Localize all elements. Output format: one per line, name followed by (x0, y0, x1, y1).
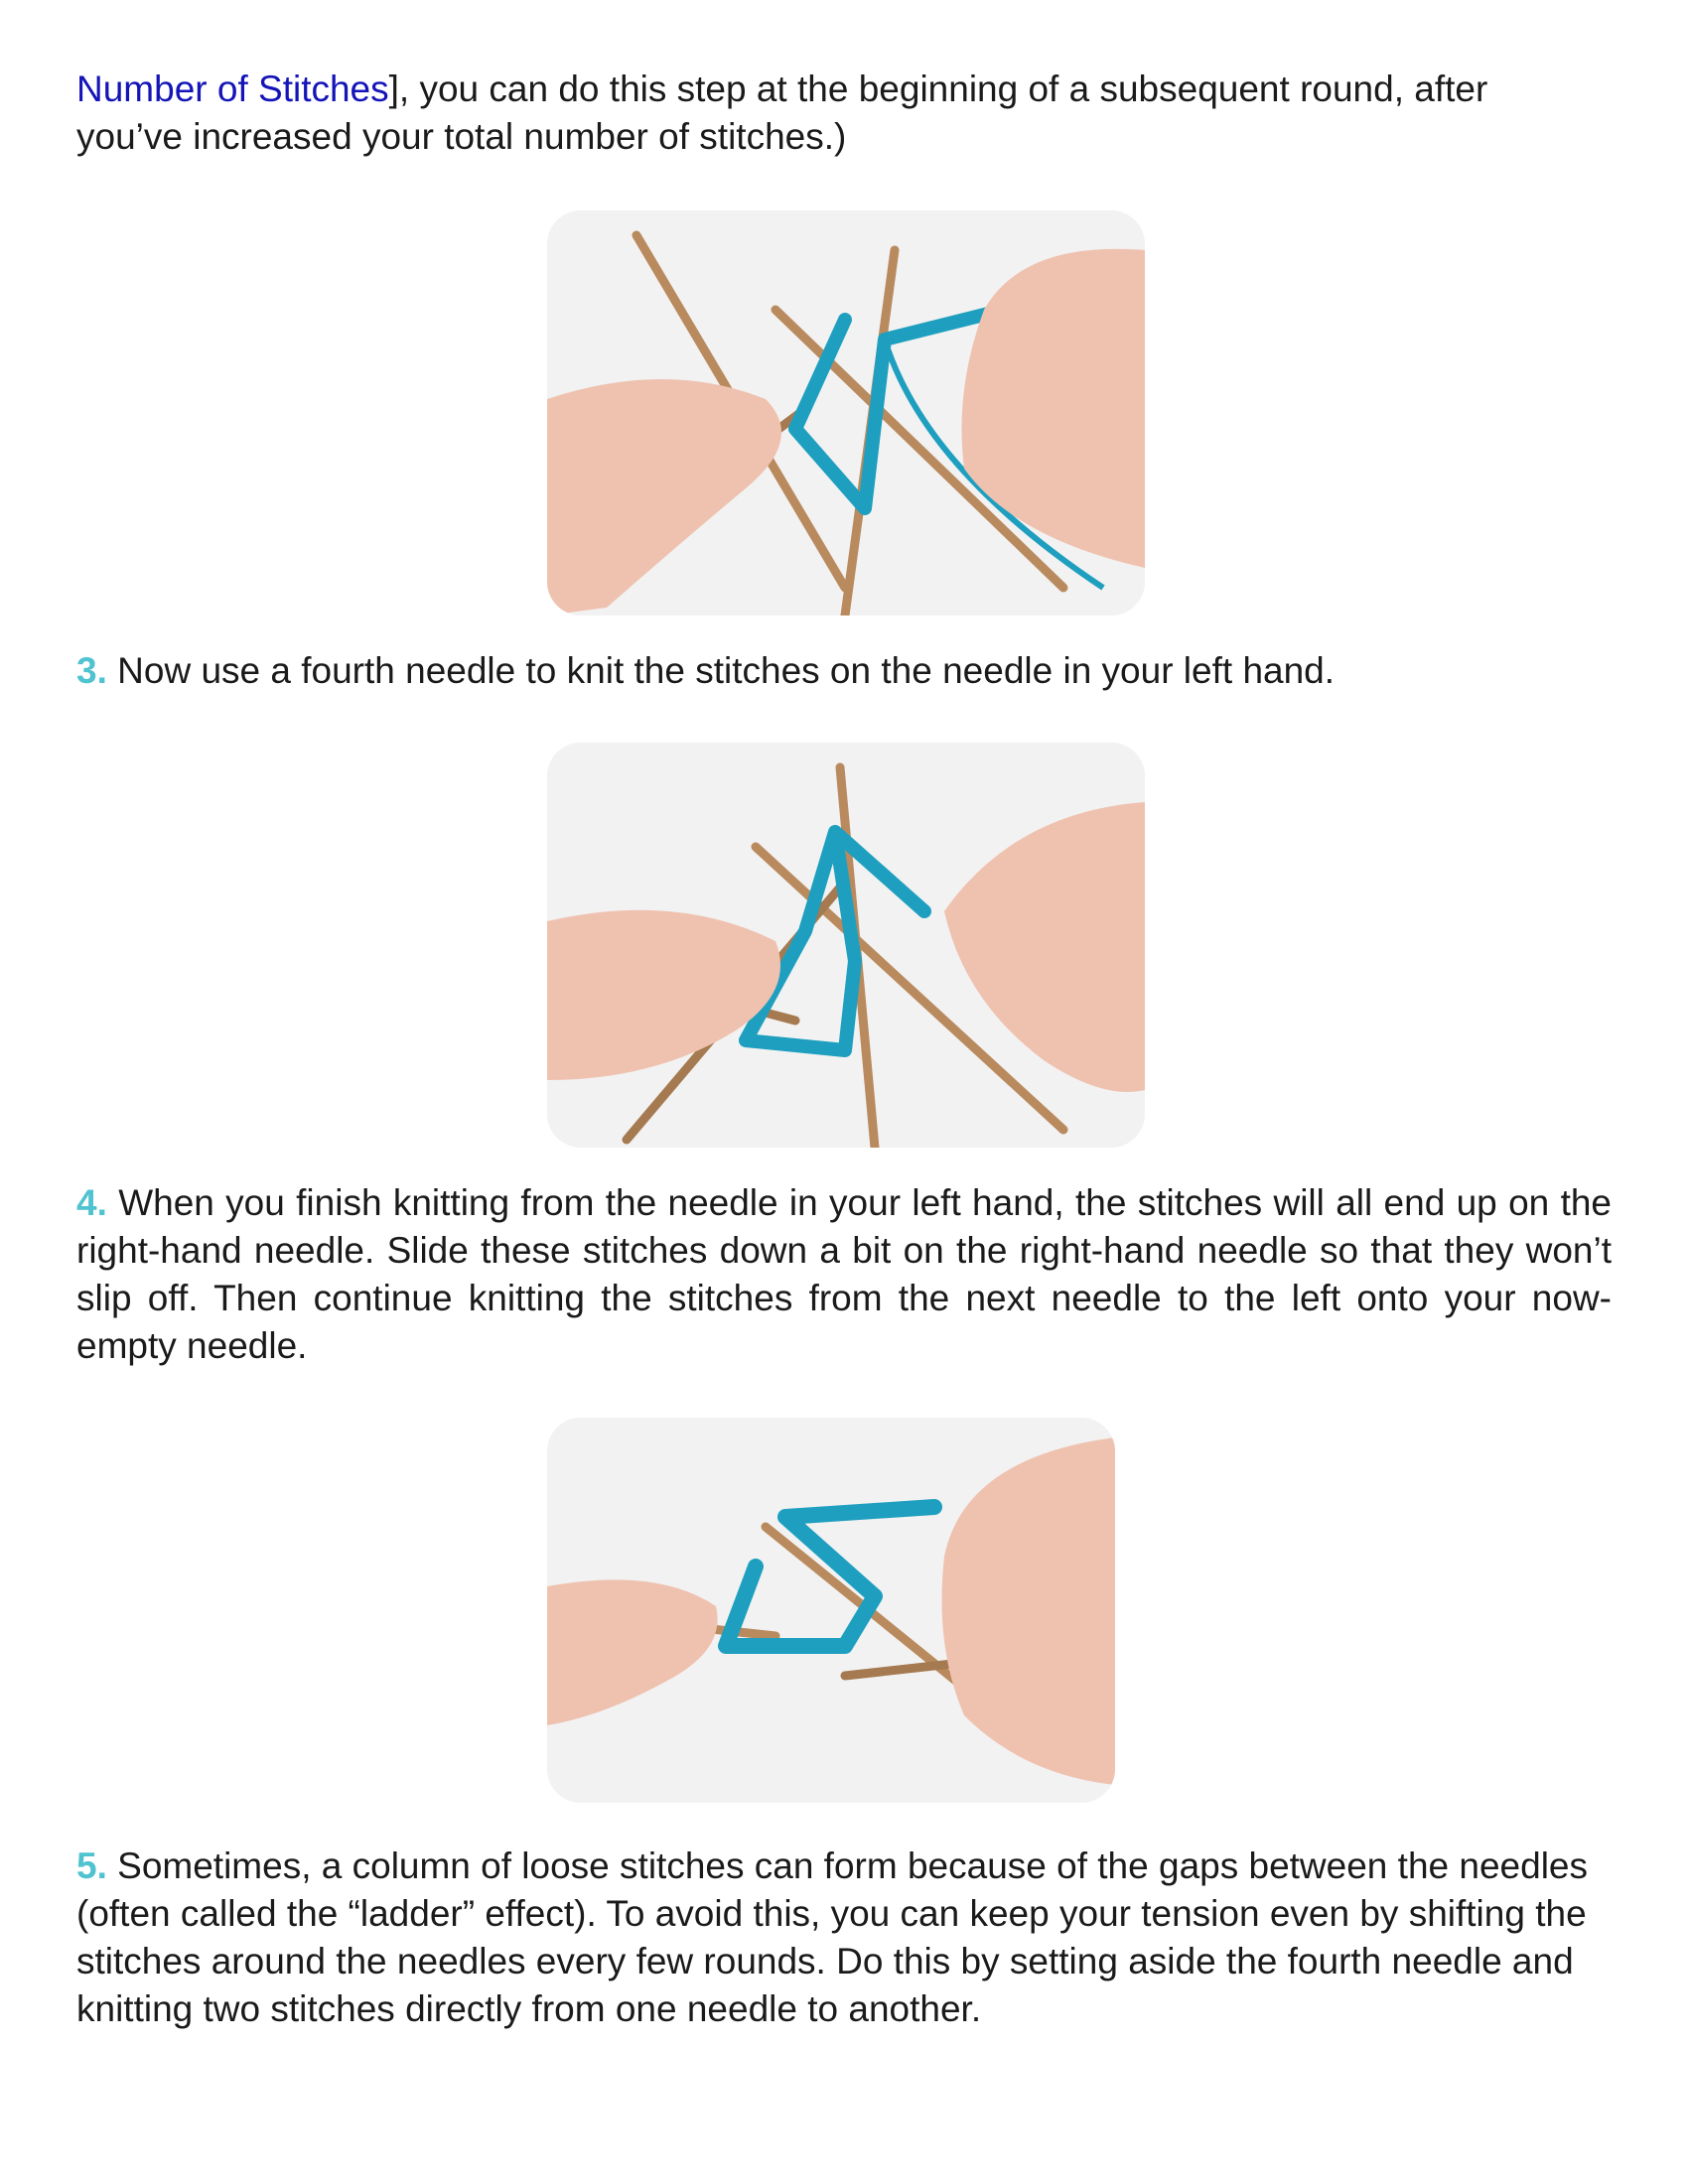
knitting-illustration-3 (547, 1418, 1115, 1803)
step-5-paragraph (76, 1843, 1612, 2033)
step-3-number: 3. (76, 650, 107, 691)
step-4-text: When you finish knitting from the needle in your left hand, the stitches will all end up on the right-hand needle. Slide these stitches down a bit on the right-hand needle so that they won’t slip off. Then continue knitting the stitches from the next needle to the left onto your now-empty needle. (76, 1182, 1612, 1366)
step-3-text: Now use a fourth needle to knit the stitches on the needle in your left hand. (117, 650, 1336, 691)
knitting-illustration-1 (547, 210, 1145, 615)
step-4-number: 4. (76, 1182, 107, 1223)
intro-text-line2: you’ve increased your total number of stitches.) (76, 116, 847, 157)
step-5-number: 5. (76, 1845, 107, 1886)
knitting-photo-step-4 (547, 1418, 1115, 1803)
step-4-paragraph (76, 1179, 1612, 1370)
intro-paragraph (76, 66, 1612, 161)
knitting-photo-step-2 (547, 210, 1145, 615)
number-of-stitches-link[interactable]: Number of Stitches (76, 68, 389, 109)
knitting-illustration-2 (547, 743, 1145, 1148)
step-5-text: Sometimes, a column of loose stitches can form because of the gaps between the needles (often called the “ladder” effect). To avoid this, you can keep your tension even by shifting the stitches around the needles every few rounds. Do this by setting aside the fourth needle and knitting two stitches directly from one needle to another. (76, 1845, 1588, 2029)
step-3-paragraph (76, 647, 1612, 695)
intro-text: ], you can do this step at the beginning of a subsequent round, after (388, 68, 1488, 109)
knitting-photo-step-3 (547, 743, 1145, 1148)
